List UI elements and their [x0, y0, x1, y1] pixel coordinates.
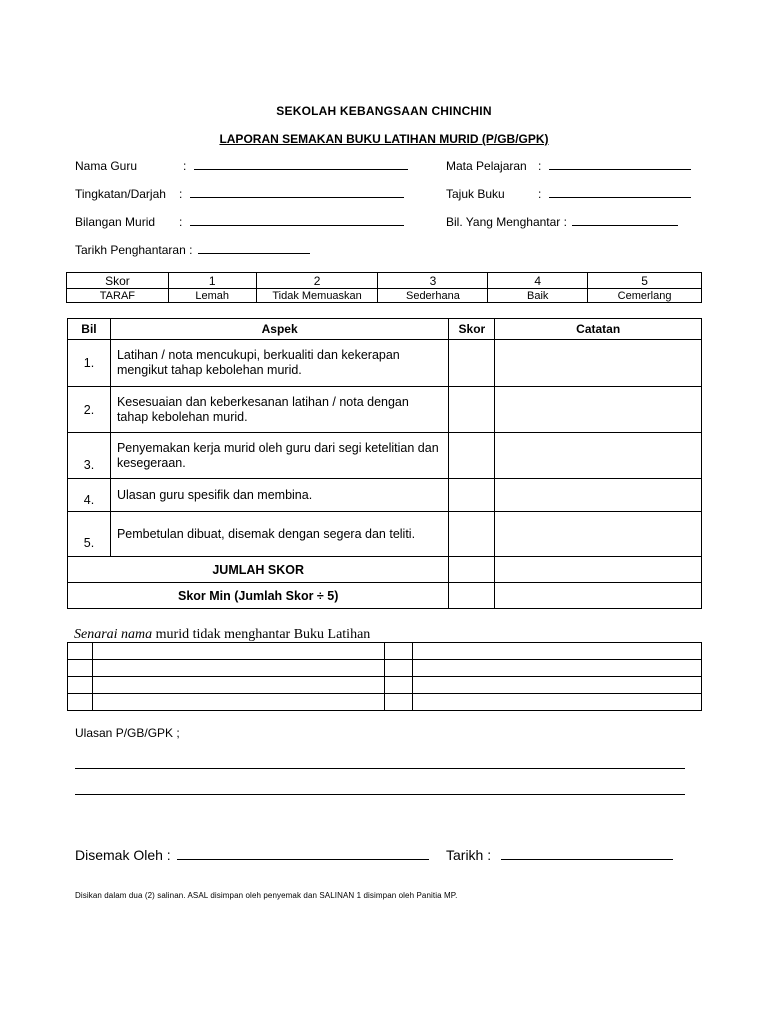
list-cell[interactable]	[413, 643, 702, 660]
skor-min-row	[68, 583, 702, 609]
bil-cell: 2.	[68, 387, 111, 433]
list-cell[interactable]	[68, 677, 93, 694]
aspek-table	[67, 318, 702, 609]
senarai-italic: Senarai nama	[74, 627, 153, 642]
nama-guru-field	[75, 159, 408, 173]
aspek-cell: Penyemakan kerja murid oleh guru dari segi ketelitian dan kesegeraan.	[110, 433, 448, 479]
list-cell[interactable]	[92, 660, 385, 677]
skor-header: Skor	[449, 319, 495, 340]
jumlah-skor-cell[interactable]	[449, 557, 495, 583]
scale-cell: 3	[378, 273, 488, 289]
list-row	[68, 643, 702, 660]
table-row	[68, 433, 702, 479]
aspek-cell: Pembetulan dibuat, disemak dengan segera dan teliti.	[110, 512, 448, 557]
bil-cell: 1.	[68, 340, 111, 387]
nama-guru-label: Nama Guru	[75, 159, 138, 173]
tarikh-penghantaran-field	[75, 243, 310, 257]
tingkatan-label: Tingkatan/Darjah	[75, 187, 166, 201]
table-row	[68, 512, 702, 557]
scale-cell: Sederhana	[378, 289, 488, 303]
list-cell[interactable]	[92, 677, 385, 694]
catatan-cell[interactable]	[495, 433, 702, 479]
disemak-field	[75, 847, 429, 863]
aspek-header-row	[68, 319, 702, 340]
colon: :	[179, 215, 183, 229]
table-row	[68, 479, 702, 512]
disemak-blank[interactable]	[177, 859, 429, 860]
disemak-label: Disemak Oleh :	[75, 847, 171, 863]
scale-cell: Lemah	[168, 289, 256, 303]
aspek-cell: Latihan / nota mencukupi, berkualiti dan kekerapan mengikut tahap kebolehan murid.	[110, 340, 448, 387]
mata-pelajaran-label: Mata Pelajaran	[446, 159, 527, 173]
jumlah-skor-label: JUMLAH SKOR	[68, 557, 449, 583]
list-row	[68, 694, 702, 711]
tajuk-buku-label: Tajuk Buku	[446, 187, 505, 201]
catatan-cell[interactable]	[495, 340, 702, 387]
skor-cell[interactable]	[449, 512, 495, 557]
tarikh-field	[446, 847, 673, 863]
list-row	[68, 677, 702, 694]
ulasan-line-2[interactable]	[75, 794, 685, 795]
bil-cell: 5.	[68, 512, 111, 557]
catatan-header: Catatan	[495, 319, 702, 340]
bilangan-murid-blank[interactable]	[190, 225, 404, 226]
scale-cell: Tidak Memuaskan	[256, 289, 378, 303]
bilangan-murid-field	[75, 215, 404, 229]
jumlah-skor-row	[68, 557, 702, 583]
tingkatan-field	[75, 187, 404, 201]
list-cell[interactable]	[413, 677, 702, 694]
tingkatan-blank[interactable]	[190, 197, 404, 198]
table-row	[68, 340, 702, 387]
scale-cell: 5	[588, 273, 702, 289]
mata-pelajaran-blank[interactable]	[549, 169, 691, 170]
scale-cell: TARAF	[67, 289, 169, 303]
scale-cell: 2	[256, 273, 378, 289]
tarikh-blank[interactable]	[501, 859, 673, 860]
skor-cell[interactable]	[449, 479, 495, 512]
scale-cell: Baik	[488, 289, 588, 303]
footnote: Disikan dalam dua (2) salinan. ASAL disimpan oleh penyemak dan SALINAN 1 disimpan oleh Panitia MP.	[75, 891, 458, 900]
aspek-cell: Ulasan guru spesifik dan membina.	[110, 479, 448, 512]
score-row	[67, 273, 702, 289]
list-cell[interactable]	[68, 643, 93, 660]
list-row	[68, 660, 702, 677]
table-row	[68, 387, 702, 433]
skor-min-cell[interactable]	[449, 583, 495, 609]
bil-menghantar-blank[interactable]	[572, 225, 678, 226]
tajuk-buku-field	[446, 187, 691, 201]
skor-min-catatan-cell[interactable]	[495, 583, 702, 609]
mata-pelajaran-field	[446, 159, 691, 173]
list-cell[interactable]	[413, 660, 702, 677]
list-cell[interactable]	[385, 677, 413, 694]
list-cell[interactable]	[413, 694, 702, 711]
colon: :	[538, 187, 542, 201]
list-cell[interactable]	[68, 694, 93, 711]
aspek-header: Aspek	[110, 319, 448, 340]
skor-cell[interactable]	[449, 387, 495, 433]
bil-cell: 4.	[68, 479, 111, 512]
bil-menghantar-label: Bil. Yang Menghantar :	[446, 215, 567, 229]
colon: :	[183, 159, 187, 173]
bil-cell: 3.	[68, 433, 111, 479]
bil-menghantar-field	[446, 215, 678, 229]
bilangan-murid-label: Bilangan Murid	[75, 215, 156, 229]
senarai-rest: murid tidak menghantar Buku Latihan	[152, 627, 371, 642]
nama-guru-blank[interactable]	[194, 169, 408, 170]
bil-header: Bil	[68, 319, 111, 340]
skor-cell[interactable]	[449, 340, 495, 387]
report-title: LAPORAN SEMAKAN BUKU LATIHAN MURID (P/GB/GPK)	[219, 132, 549, 146]
list-cell[interactable]	[92, 643, 385, 660]
colon: :	[538, 159, 542, 173]
jumlah-catatan-cell[interactable]	[495, 557, 702, 583]
taraf-row	[67, 289, 702, 303]
tajuk-buku-blank[interactable]	[549, 197, 691, 198]
catatan-cell[interactable]	[495, 387, 702, 433]
senarai-heading	[74, 627, 370, 643]
catatan-cell[interactable]	[495, 512, 702, 557]
list-cell[interactable]	[92, 694, 385, 711]
tarikh-penghantaran-blank[interactable]	[198, 253, 310, 254]
aspek-cell: Kesesuaian dan keberkesanan latihan / nota dengan tahap kebolehan murid.	[110, 387, 448, 433]
skor-min-label: Skor Min (Jumlah Skor ÷ 5)	[68, 583, 449, 609]
student-list-table	[67, 642, 702, 711]
tarikh-penghantaran-label: Tarikh Penghantaran :	[75, 243, 193, 257]
scale-cell: Skor	[67, 273, 169, 289]
colon: :	[179, 187, 183, 201]
ulasan-label: Ulasan P/GB/GPK ;	[75, 726, 180, 740]
scale-cell: 4	[488, 273, 588, 289]
score-scale-table	[66, 272, 702, 303]
scale-cell: 1	[168, 273, 256, 289]
school-name: SEKOLAH KEBANGSAAN CHINCHIN	[276, 104, 492, 118]
list-cell[interactable]	[385, 643, 413, 660]
scale-cell: Cemerlang	[588, 289, 702, 303]
tarikh-label: Tarikh :	[446, 847, 492, 863]
catatan-cell[interactable]	[495, 479, 702, 512]
list-cell[interactable]	[385, 660, 413, 677]
list-cell[interactable]	[385, 694, 413, 711]
list-cell[interactable]	[68, 660, 93, 677]
skor-cell[interactable]	[449, 433, 495, 479]
ulasan-line-1[interactable]	[75, 768, 685, 769]
